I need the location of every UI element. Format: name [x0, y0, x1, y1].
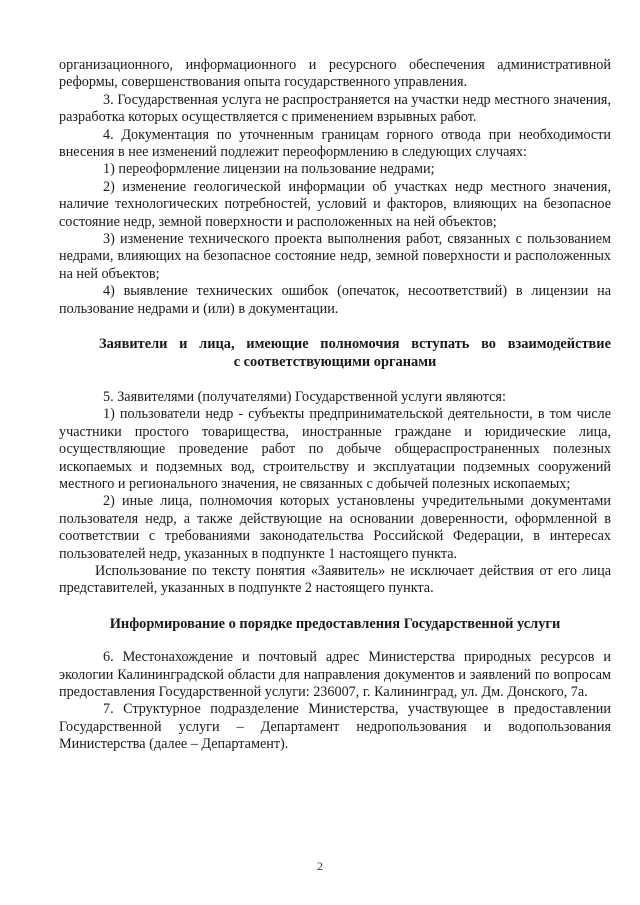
spacer	[59, 318, 611, 336]
paragraph-applicant-definition: Использование по тексту понятия «Заявитель» не исключает действия от его лица представителей, указанных в подпункте 2 настоящего пункта.	[59, 562, 611, 597]
spacer	[59, 633, 611, 649]
paragraph-item-6: 6. Местонахождение и почтовый адрес Министерства природных ресурсов и экологии Калининградской области для направления документов и заявлений по вопросам предоставления Государственной услуги: 236007, г. Калининград, ул. Дм. Донского, 7а.	[59, 649, 611, 700]
paragraph-item-5: 5. Заявителями (получателями) Государственной услуги являются:	[103, 388, 506, 405]
subitem-4-1: 1) переоформление лицензии на пользование недрами;	[103, 161, 435, 178]
section-heading-applicants-line1: Заявители и лица, имеющие полномочия вступать во взаимодействие	[99, 336, 611, 353]
paragraph-item-4: 4. Документация по уточненным границам горного отвода при необходимости внесения в нее изменений подлежит переоформлению в следующих случаях:	[59, 126, 611, 161]
subitem-5-1: 1) пользователи недр - субъекты предпринимательской деятельности, в том числе участники простого товарищества, иностранные граждане и юридические лица, осуществляющие проведение работ по добыче общераспространенных полезных ископаемых и подземных вод, строительству и эксплуатации подземных сооружений местного и регионального значения, не связанных с добычей полезных ископаемых;	[59, 406, 611, 492]
section-heading-applicants-line2: с соответствующими органами	[233, 353, 437, 370]
page-number: 2	[317, 859, 323, 873]
subitem-5-2: 2) иные лица, полномочия которых установлены учредительными документами пользователя недр, а также действующие на основании доверенности, оформленной в соответствии с требованиями законодательства Российской Федерации, в интересах пользователей недр, указанных в подпункте 1 настоящего пункта.	[59, 493, 611, 562]
paragraph-item-3: 3. Государственная услуга не распространяется на участки недр местного значения, разработка которых осуществляется с применением взрывных работ.	[59, 91, 611, 126]
subitem-4-4: 4) выявление технических ошибок (опечаток, несоответствий) в лицензии на пользование недрами и (или) в документации.	[59, 283, 611, 317]
spacer	[59, 371, 611, 389]
paragraph-continuation: организационного, информационного и ресурсного обеспечения административной реформы, совершенствования опыта государственного управления.	[59, 57, 611, 91]
page-content	[59, 57, 611, 754]
subitem-4-2: 2) изменение геологической информации об участках недр местного значения, наличие технологических потребностей, условий и факторов, влияющих на безопасное состояние недр, земной поверхности и расположенных на ней объектов;	[59, 178, 611, 230]
paragraph-item-7: 7. Структурное подразделение Министерства, участвующее в предоставлении Государственной услуги – Департамент недропользования и водопользования Министерства (далее – Департамент).	[59, 701, 611, 753]
section-heading-applicants	[59, 336, 611, 371]
spacer	[59, 598, 611, 616]
section-heading-informing: Информирование о порядке предоставления Государственной услуги	[109, 615, 561, 632]
subitem-4-3: 3) изменение технического проекта выполнения работ, связанных с пользованием недрами, влияющих на безопасное состояние недр, земной поверхности и расположенных на ней объектов;	[59, 231, 611, 282]
